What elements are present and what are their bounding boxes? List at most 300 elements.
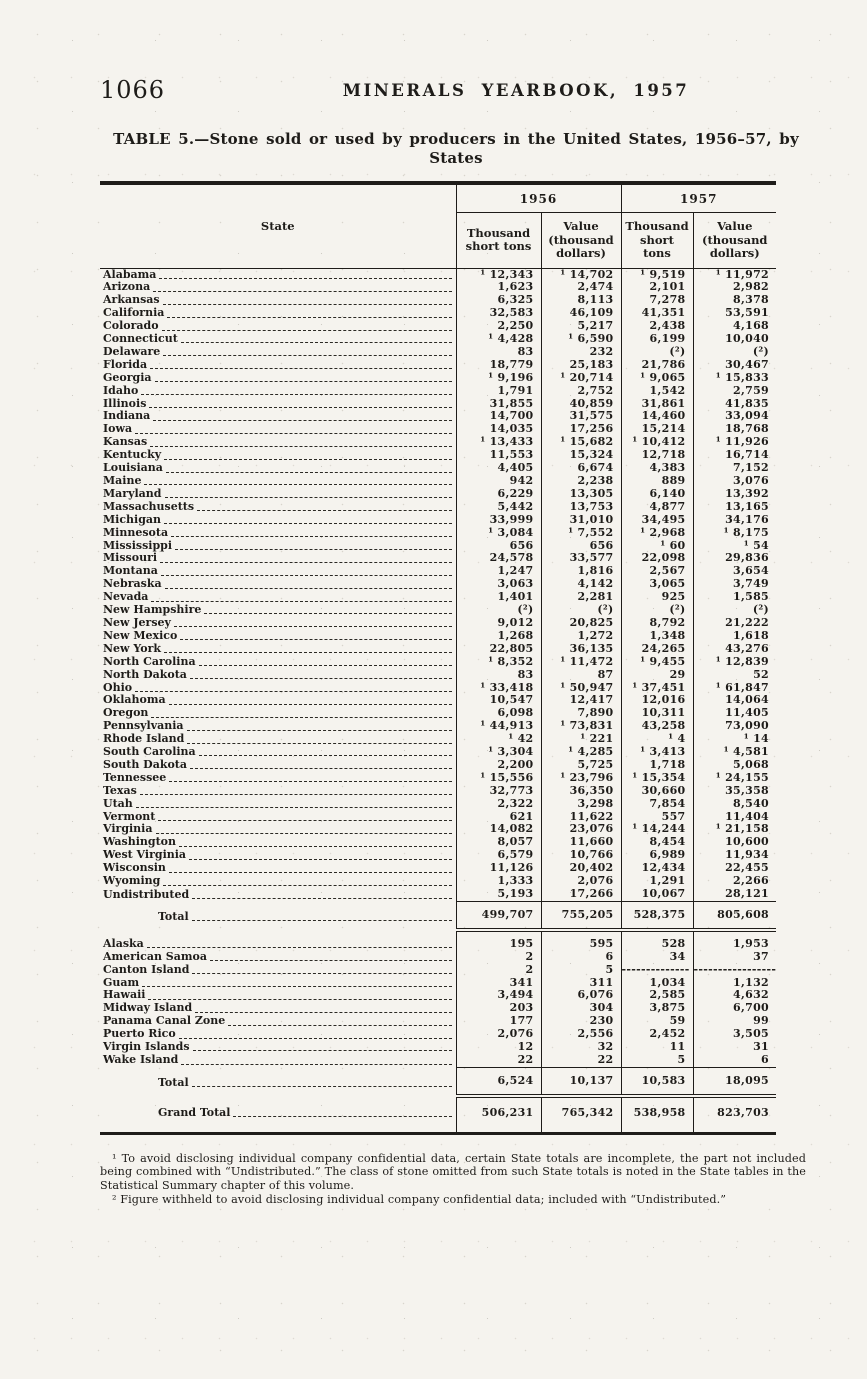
state-cell xyxy=(100,798,456,811)
value-cell: 12 xyxy=(456,1041,541,1054)
table-row xyxy=(100,785,776,798)
state-name: Nevada xyxy=(103,591,149,604)
value-cell: ¹ 12,839 xyxy=(715,655,769,668)
value-cell: 3,749 xyxy=(733,578,769,591)
state-name: Georgia xyxy=(103,371,152,384)
dotted-leader xyxy=(190,768,451,769)
table-row xyxy=(100,514,776,527)
value-cell: 34,176 xyxy=(725,513,769,526)
value-cell: 7,152 xyxy=(733,462,769,475)
value-cell: 6,098 xyxy=(456,707,541,720)
dotted-leader xyxy=(228,1025,451,1026)
table-row xyxy=(100,552,776,565)
table-row xyxy=(100,682,776,695)
value-cell: ¹ 14,244 xyxy=(621,823,693,836)
value-cell: 33,094 xyxy=(725,410,769,423)
state-name: New Mexico xyxy=(103,629,178,642)
value-cell: 22,805 xyxy=(456,643,541,656)
state-name: Wisconsin xyxy=(103,862,166,875)
value-cell: 528,375 xyxy=(621,901,693,929)
value-cell: 5,725 xyxy=(541,759,621,772)
value-cell: ¹ 50,947 xyxy=(541,682,621,695)
value-cell: 6 xyxy=(761,1053,769,1066)
table-row xyxy=(100,798,776,811)
dotted-leader xyxy=(153,291,451,292)
value-cell: 6 xyxy=(541,951,621,964)
dotted-leader xyxy=(156,833,452,834)
state-name: West Virginia xyxy=(103,849,187,862)
subheader-1956-tons: Thousand short tons xyxy=(456,213,541,269)
value-cell: 1,247 xyxy=(456,565,541,578)
value-cell: 5,442 xyxy=(456,501,541,514)
value-cell: 41,351 xyxy=(621,307,693,320)
value-cell: ¹ 4 xyxy=(621,733,693,746)
table-row xyxy=(100,1054,776,1067)
value-cell: 11,934 xyxy=(725,849,769,862)
value-cell: 12,417 xyxy=(541,694,621,707)
value-cell: 1,034 xyxy=(621,977,693,990)
value-cell: 3,298 xyxy=(541,798,621,811)
value-cell: 10,766 xyxy=(541,849,621,862)
state-cell xyxy=(100,475,456,488)
value-cell: 14,035 xyxy=(456,423,541,436)
state-name: New York xyxy=(103,642,162,655)
state-cell xyxy=(100,989,456,1002)
subheader-1957-tons: Thousand short tons xyxy=(621,213,693,269)
dotted-leader xyxy=(181,342,452,343)
value-cell: 3,076 xyxy=(733,475,769,487)
dotted-leader xyxy=(151,717,451,718)
state-cell xyxy=(100,823,456,836)
table-row xyxy=(100,501,776,514)
value-cell: 32 xyxy=(541,1041,621,1054)
value-cell: ¹ 3,413 xyxy=(621,746,693,759)
state-cell xyxy=(100,836,456,849)
value-cell: 1,333 xyxy=(456,875,541,888)
value-cell: ¹ 9,519 xyxy=(621,268,693,281)
state-cell xyxy=(100,552,456,565)
value-cell: 30,660 xyxy=(621,785,693,798)
value-cell: 195 xyxy=(456,930,541,951)
state-name: Washington xyxy=(103,836,176,849)
value-cell: ¹ 15,556 xyxy=(456,772,541,785)
value-cell: ¹ 4,285 xyxy=(541,746,621,759)
value-cell: 11,126 xyxy=(456,862,541,875)
table-row xyxy=(100,694,776,707)
state-cell xyxy=(100,281,456,294)
value-cell: ¹ 9,065 xyxy=(621,372,693,385)
value-cell: 7,278 xyxy=(621,294,693,307)
dotted-leader xyxy=(135,433,451,434)
value-cell: 2,250 xyxy=(456,320,541,333)
state-name: Panama Canal Zone xyxy=(103,1015,226,1028)
state-cell xyxy=(100,669,456,682)
dotted-leader xyxy=(149,407,451,408)
state-name: Ohio xyxy=(103,681,133,694)
dotted-leader xyxy=(180,639,451,640)
value-cell: 2,076 xyxy=(456,1028,541,1041)
value-cell: 942 xyxy=(456,475,541,488)
state-name: Maryland xyxy=(103,487,162,500)
table-title-line1: TABLE 5.—Stone sold or used by producers in the United States, 1956–57, by xyxy=(113,130,799,148)
state-cell xyxy=(100,811,456,824)
value-cell: 2,322 xyxy=(456,798,541,811)
state-cell xyxy=(100,385,456,398)
table-row xyxy=(100,669,776,682)
value-cell: 557 xyxy=(621,811,693,824)
value-cell: 87 xyxy=(541,669,621,682)
territories-total-body xyxy=(100,1067,776,1133)
table-row xyxy=(100,410,776,423)
state-cell xyxy=(100,630,456,643)
dotted-leader xyxy=(233,1116,451,1117)
state-cell xyxy=(100,643,456,656)
value-cell: 4,383 xyxy=(621,462,693,475)
state-cell xyxy=(100,268,456,281)
state-name: Mississippi xyxy=(103,539,173,552)
value-cell: 1,953 xyxy=(733,936,769,950)
dotted-leader xyxy=(166,472,452,473)
value-cell: 40,859 xyxy=(541,398,621,411)
table-row xyxy=(100,930,776,951)
state-cell xyxy=(100,694,456,707)
state-name: Rhode Island xyxy=(103,733,185,746)
value-cell: 11,660 xyxy=(541,836,621,849)
value-cell: 1,623 xyxy=(456,281,541,294)
value-cell: 31,855 xyxy=(456,398,541,411)
table-row xyxy=(100,540,776,553)
value-cell: 30,467 xyxy=(725,358,769,371)
value-cell: 32,583 xyxy=(456,307,541,320)
state-name: Oregon xyxy=(103,707,149,720)
table-row xyxy=(100,462,776,475)
value-cell: (²) xyxy=(621,346,693,359)
value-cell: 13,305 xyxy=(541,488,621,501)
state-name: Louisiana xyxy=(103,462,163,475)
state-cell xyxy=(100,449,456,462)
value-cell: 4,168 xyxy=(733,320,769,333)
state-cell xyxy=(100,785,456,798)
state-name: North Dakota xyxy=(103,668,187,681)
table-row xyxy=(100,294,776,307)
table-row xyxy=(100,772,776,785)
value-cell: 9,012 xyxy=(456,617,541,630)
value-cell: 8,057 xyxy=(456,836,541,849)
value-cell: 25,183 xyxy=(541,359,621,372)
value-cell: ¹ 4,428 xyxy=(456,333,541,346)
dotted-leader xyxy=(192,1086,452,1087)
value-cell: 2 xyxy=(456,951,541,964)
dotted-leader xyxy=(142,986,451,987)
dotted-leader xyxy=(204,613,451,614)
state-cell xyxy=(100,294,456,307)
dotted-leader xyxy=(167,317,451,318)
value-cell: 3,494 xyxy=(456,989,541,1002)
dotted-leader xyxy=(153,420,451,421)
value-cell: 10,583 xyxy=(621,1067,693,1095)
state-cell xyxy=(100,1015,456,1028)
state-cell xyxy=(100,488,456,501)
table-row xyxy=(100,875,776,888)
dotted-leader xyxy=(197,510,451,511)
dotted-leader xyxy=(190,678,452,679)
value-cell: 2,266 xyxy=(733,875,769,888)
value-cell: 10,040 xyxy=(725,333,769,346)
dotted-leader xyxy=(150,368,451,369)
state-cell xyxy=(100,578,456,591)
value-cell: 2,200 xyxy=(456,759,541,772)
value-cell: 6,199 xyxy=(621,333,693,346)
value-cell: 3,065 xyxy=(621,578,693,591)
value-cell: 53,591 xyxy=(725,307,769,320)
table-title-line2: States xyxy=(429,149,483,167)
value-cell: 8,378 xyxy=(733,294,769,307)
value-cell: ¹ 7,552 xyxy=(541,527,621,540)
state-cell xyxy=(100,964,456,977)
state-name: Virgin Islands xyxy=(103,1041,190,1054)
state-cell xyxy=(100,862,456,875)
value-cell: 4,632 xyxy=(733,989,769,1002)
value-cell: 13,753 xyxy=(541,501,621,514)
state-cell xyxy=(100,436,456,449)
value-cell: 528 xyxy=(621,930,693,951)
value-cell: 36,135 xyxy=(541,643,621,656)
value-cell: ¹ 23,796 xyxy=(541,772,621,785)
states-total-body xyxy=(100,901,776,929)
dotted-leader xyxy=(165,588,452,589)
table-row xyxy=(100,398,776,411)
state-name: New Jersey xyxy=(103,616,171,629)
value-cell: 6,579 xyxy=(456,849,541,862)
value-cell: 20,402 xyxy=(541,862,621,875)
state-cell xyxy=(100,346,456,359)
value-cell: 6,674 xyxy=(541,462,621,475)
value-cell: 4,877 xyxy=(621,501,693,514)
value-cell: 28,121 xyxy=(725,888,769,900)
value-cell: ¹ 33,418 xyxy=(456,682,541,695)
dotted-leader xyxy=(195,1012,451,1013)
state-name: Nebraska xyxy=(103,578,162,591)
state-cell xyxy=(100,1028,456,1041)
state-name: Illinois xyxy=(103,397,147,410)
value-cell: ¹ 20,714 xyxy=(541,372,621,385)
state-cell xyxy=(100,1002,456,1015)
table-row xyxy=(100,372,776,385)
table-row xyxy=(100,527,776,540)
page-content xyxy=(100,0,812,1207)
value-cell: 925 xyxy=(621,591,693,604)
value-cell: 20,825 xyxy=(541,617,621,630)
value-cell: 22,098 xyxy=(621,552,693,565)
value-cell: 6,700 xyxy=(733,1002,769,1015)
state-cell xyxy=(100,372,456,385)
value-cell: 8,792 xyxy=(621,617,693,630)
table-row xyxy=(100,475,776,488)
value-cell: 3,063 xyxy=(456,578,541,591)
value-cell: ¹ 12,343 xyxy=(456,268,541,281)
dotted-leader xyxy=(179,1038,452,1039)
state-name: Connecticut xyxy=(103,333,178,346)
total-label-cell xyxy=(100,1067,456,1095)
state-cell xyxy=(100,423,456,436)
dotted-leader xyxy=(164,459,451,460)
value-cell: 1,542 xyxy=(621,385,693,398)
table-row xyxy=(100,307,776,320)
value-cell: 2 xyxy=(456,964,541,977)
state-cell xyxy=(100,565,456,578)
value-cell: 31 xyxy=(753,1041,769,1054)
state-name: Wyoming xyxy=(103,875,161,888)
table-row xyxy=(100,359,776,372)
value-cell: 656 xyxy=(456,540,541,553)
table-row xyxy=(100,656,776,669)
value-cell: 24,265 xyxy=(621,643,693,656)
value-cell: 21,786 xyxy=(621,359,693,372)
value-cell: 1,585 xyxy=(733,591,769,604)
value-cell: 7,854 xyxy=(621,798,693,811)
state-cell xyxy=(100,333,456,346)
dotted-leader xyxy=(179,846,452,847)
state-name: Indiana xyxy=(103,410,151,423)
value-cell: ----------------- xyxy=(693,963,776,976)
table-row xyxy=(100,449,776,462)
dotted-leader xyxy=(141,394,451,395)
value-cell: 2,585 xyxy=(621,989,693,1002)
value-cell: 11,404 xyxy=(725,810,769,823)
table-row xyxy=(100,565,776,578)
value-cell: ¹ 44,913 xyxy=(456,720,541,733)
value-cell: 177 xyxy=(456,1015,541,1028)
state-cell xyxy=(100,733,456,746)
value-cell: 13,392 xyxy=(725,487,769,500)
value-cell: 2,101 xyxy=(621,281,693,294)
table-row xyxy=(100,977,776,990)
value-cell: ¹ 2,968 xyxy=(621,527,693,540)
value-cell: 22,455 xyxy=(725,862,769,875)
value-cell: 43,276 xyxy=(725,642,769,655)
dotted-leader xyxy=(164,523,451,524)
state-name: Hawaii xyxy=(103,989,146,1002)
table-row xyxy=(100,849,776,862)
value-cell: 1,268 xyxy=(456,630,541,643)
dotted-leader xyxy=(169,704,452,705)
dotted-leader xyxy=(159,278,451,279)
state-cell xyxy=(100,359,456,372)
table-title xyxy=(100,130,812,168)
value-cell: ¹ 13,433 xyxy=(456,436,541,449)
footnote-1: ¹ To avoid disclosing individual company confidential data, certain State totals are incomplete, the part not included being combined with “Undistributed.” The class of stone omitted from such State totals is noted in the State tables in the Statistical Summary chapter of this volume. xyxy=(100,1151,806,1193)
value-cell: 31,010 xyxy=(541,514,621,527)
value-cell: 14,700 xyxy=(456,410,541,423)
value-cell: 46,109 xyxy=(541,307,621,320)
value-cell: ¹ 37,451 xyxy=(621,682,693,695)
state-name: Utah xyxy=(103,797,133,810)
table-row xyxy=(100,385,776,398)
dotted-leader xyxy=(169,781,451,782)
value-cell: 2,474 xyxy=(541,281,621,294)
table-row xyxy=(100,436,776,449)
state-name: Michigan xyxy=(103,513,162,526)
value-cell: 17,256 xyxy=(541,423,621,436)
table-row xyxy=(100,643,776,656)
table-row xyxy=(100,862,776,875)
table-row xyxy=(100,707,776,720)
value-cell: -------------- xyxy=(621,964,693,977)
state-name: Arkansas xyxy=(103,294,160,307)
value-cell: 6,524 xyxy=(456,1067,541,1095)
value-cell: 1,132 xyxy=(733,976,769,989)
state-name: Kentucky xyxy=(103,449,162,462)
table-row xyxy=(100,836,776,849)
dotted-leader xyxy=(192,898,451,899)
value-cell: 15,214 xyxy=(621,423,693,436)
dotted-leader xyxy=(164,652,451,653)
value-cell: 37 xyxy=(753,950,769,963)
value-cell: 10,137 xyxy=(541,1067,621,1095)
state-name: American Samoa xyxy=(103,950,207,963)
dotted-leader xyxy=(155,381,452,382)
value-cell: 29,836 xyxy=(725,552,769,565)
state-cell xyxy=(100,682,456,695)
value-cell: (²) xyxy=(621,604,693,617)
dotted-leader xyxy=(162,330,452,331)
table-header xyxy=(100,183,776,268)
value-cell: 5,193 xyxy=(456,888,541,901)
state-cell xyxy=(100,410,456,423)
value-cell: 765,342 xyxy=(541,1096,621,1133)
state-cell xyxy=(100,875,456,888)
dotted-leader xyxy=(187,730,452,731)
dotted-leader xyxy=(163,355,451,356)
value-cell: 304 xyxy=(541,1002,621,1015)
dotted-leader xyxy=(192,973,451,974)
value-cell: 7,890 xyxy=(541,707,621,720)
state-name: Colorado xyxy=(103,320,159,333)
value-cell: 6,989 xyxy=(621,849,693,862)
table-row xyxy=(100,1015,776,1028)
value-cell: 36,350 xyxy=(541,785,621,798)
value-cell: 1,816 xyxy=(541,565,621,578)
value-cell: 34,495 xyxy=(621,514,693,527)
value-cell: 5 xyxy=(541,964,621,977)
value-cell: 823,703 xyxy=(717,1105,769,1119)
state-cell xyxy=(100,720,456,733)
value-cell: 2,759 xyxy=(733,384,769,397)
value-cell: ¹ 60 xyxy=(621,540,693,553)
value-cell: ¹ 3,304 xyxy=(456,746,541,759)
dotted-leader xyxy=(158,820,451,821)
dotted-leader xyxy=(160,562,451,563)
value-cell: 15,324 xyxy=(541,449,621,462)
value-cell: 10,547 xyxy=(456,694,541,707)
value-cell: ¹ 14,702 xyxy=(541,268,621,281)
value-cell: 83 xyxy=(456,346,541,359)
value-cell: 6,076 xyxy=(541,989,621,1002)
dotted-leader xyxy=(140,794,452,795)
value-cell: 2,982 xyxy=(733,281,769,294)
table-row xyxy=(100,1028,776,1041)
value-cell: ¹ 8,175 xyxy=(723,526,769,539)
value-cell: 538,958 xyxy=(621,1096,693,1133)
state-name: Guam xyxy=(103,976,140,989)
value-cell: 5,217 xyxy=(541,320,621,333)
state-name: Puerto Rico xyxy=(103,1028,176,1041)
value-cell: 33,577 xyxy=(541,552,621,565)
state-name: Midway Island xyxy=(103,1002,193,1015)
state-name: New Hampshire xyxy=(103,604,202,617)
value-cell: 311 xyxy=(541,977,621,990)
dotted-leader xyxy=(135,691,451,692)
